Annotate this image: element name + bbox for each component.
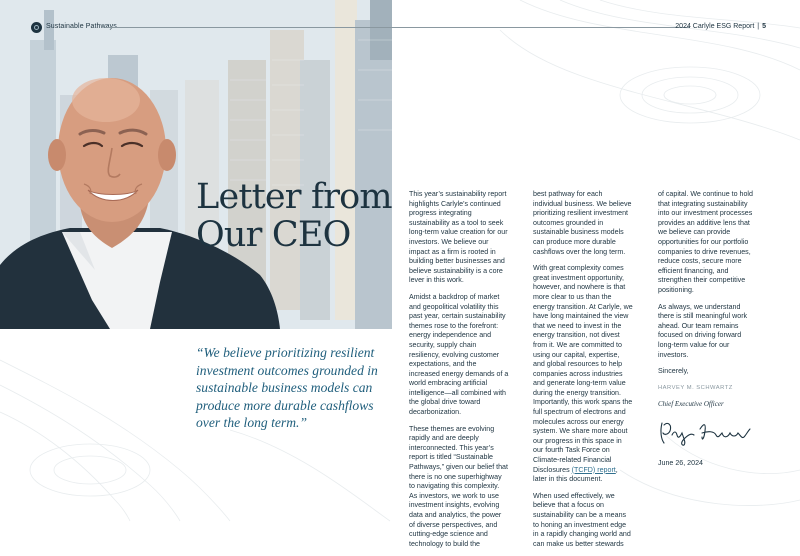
paragraph <box>533 264 633 485</box>
letter-date: June 26, 2024 <box>658 458 703 467</box>
handwritten-signature <box>658 417 754 447</box>
paragraph: Amidst a backdrop of market and geopolitical volatility this past year, certain sustainability themes rose to the forefront: energy independence and security, supply chain resiliency, evolving customer expectations, and the increased energy demands of a world embracing artificial intelligence—all combined with the global drive toward decarbonization. <box>409 292 509 417</box>
paragraph-text: With great complexity comes great investment opportunity, however, and nowhere is that more clear to us than the energy transition. At Carlyle, we have long maintained the view that we need to invest in the energy transition, not divest from it. We are committed to using our capital, expertise, and global resources to help companies across industries and generate long-term value during the energy transition. Importantly, this work spans the full spectrum of electrons and molecules across our energy system. We share more about our progress in this space in our fourth Task Force on Climate-related Financial Disclosures <box>533 264 633 474</box>
tcfd-report-link[interactable]: (TCFD) report <box>571 465 616 474</box>
report-name: 2024 Carlyle ESG Report <box>675 23 755 30</box>
carlyle-logo-icon <box>31 22 42 33</box>
closing: Sincerely, <box>658 367 689 376</box>
signatory-title: Chief Executive Officer <box>658 400 724 409</box>
letter-column-2 <box>533 190 633 556</box>
pull-quote: “We believe prioritizing resilient investment outcomes grounded in sustainable business models can produce more durable cashflows over the long term.” <box>196 345 378 430</box>
page-title-line-2: Our CEO <box>196 215 351 255</box>
page-number: 5 <box>762 23 766 30</box>
letter-column-1 <box>409 190 509 556</box>
page-title-line-1: Letter from <box>196 177 392 217</box>
page-title <box>196 178 396 254</box>
paragraph: As always, we understand there is still meaningful work ahead. Our team remains focused on driving forward long-term value for our investors. <box>658 302 748 359</box>
paragraph: These themes are evolving rapidly and are deeply interconnected. This year’s report is titled “Sustainable Pathways,” given our belief that there is no one superhighway to navigating this complexity. As investors, we work to use investment insights, evolving data and analytics, the power of diverse perspectives, and cutting-edge science and technology to build the <box>409 424 508 548</box>
paragraph-text: , later in this document. <box>533 465 618 484</box>
header-rule <box>105 27 690 28</box>
section-name: Sustainable Pathways <box>46 23 117 30</box>
paragraph: When used effectively, we believe that a focus on sustainability can be a means to honing an investment edge in a rapidly changing world and can make us better stewards <box>533 491 631 548</box>
letter-column-3 <box>658 190 758 475</box>
ceo-photo <box>0 0 392 329</box>
signatory-name: HARVEY M. SCHWARTZ <box>658 384 733 391</box>
header-separator: | <box>757 23 760 30</box>
paragraph: of capital. We continue to hold that integrating sustainability into our investment processes provides an additive lens that we believe can provide opportunities for our portfolio companies to drive revenues, reduce costs, secure more efficient financing, and strengthen their competitive positioning. <box>658 190 753 294</box>
paragraph: best pathway for each individual business. We believe prioritizing resilient investment outcomes grounded in sustainable business models can produce more durable cashflows over the long term. <box>533 190 632 256</box>
city-portrait-illustration <box>0 0 392 329</box>
report-header <box>675 23 766 30</box>
paragraph: This year’s sustainability report highlights Carlyle’s continued progress integrating sustainability as a tool to seek long-term value creation for our investors. We believe our impact as a firm is rooted in building better businesses and believe sustainability is a core lever in this work. <box>409 190 508 285</box>
